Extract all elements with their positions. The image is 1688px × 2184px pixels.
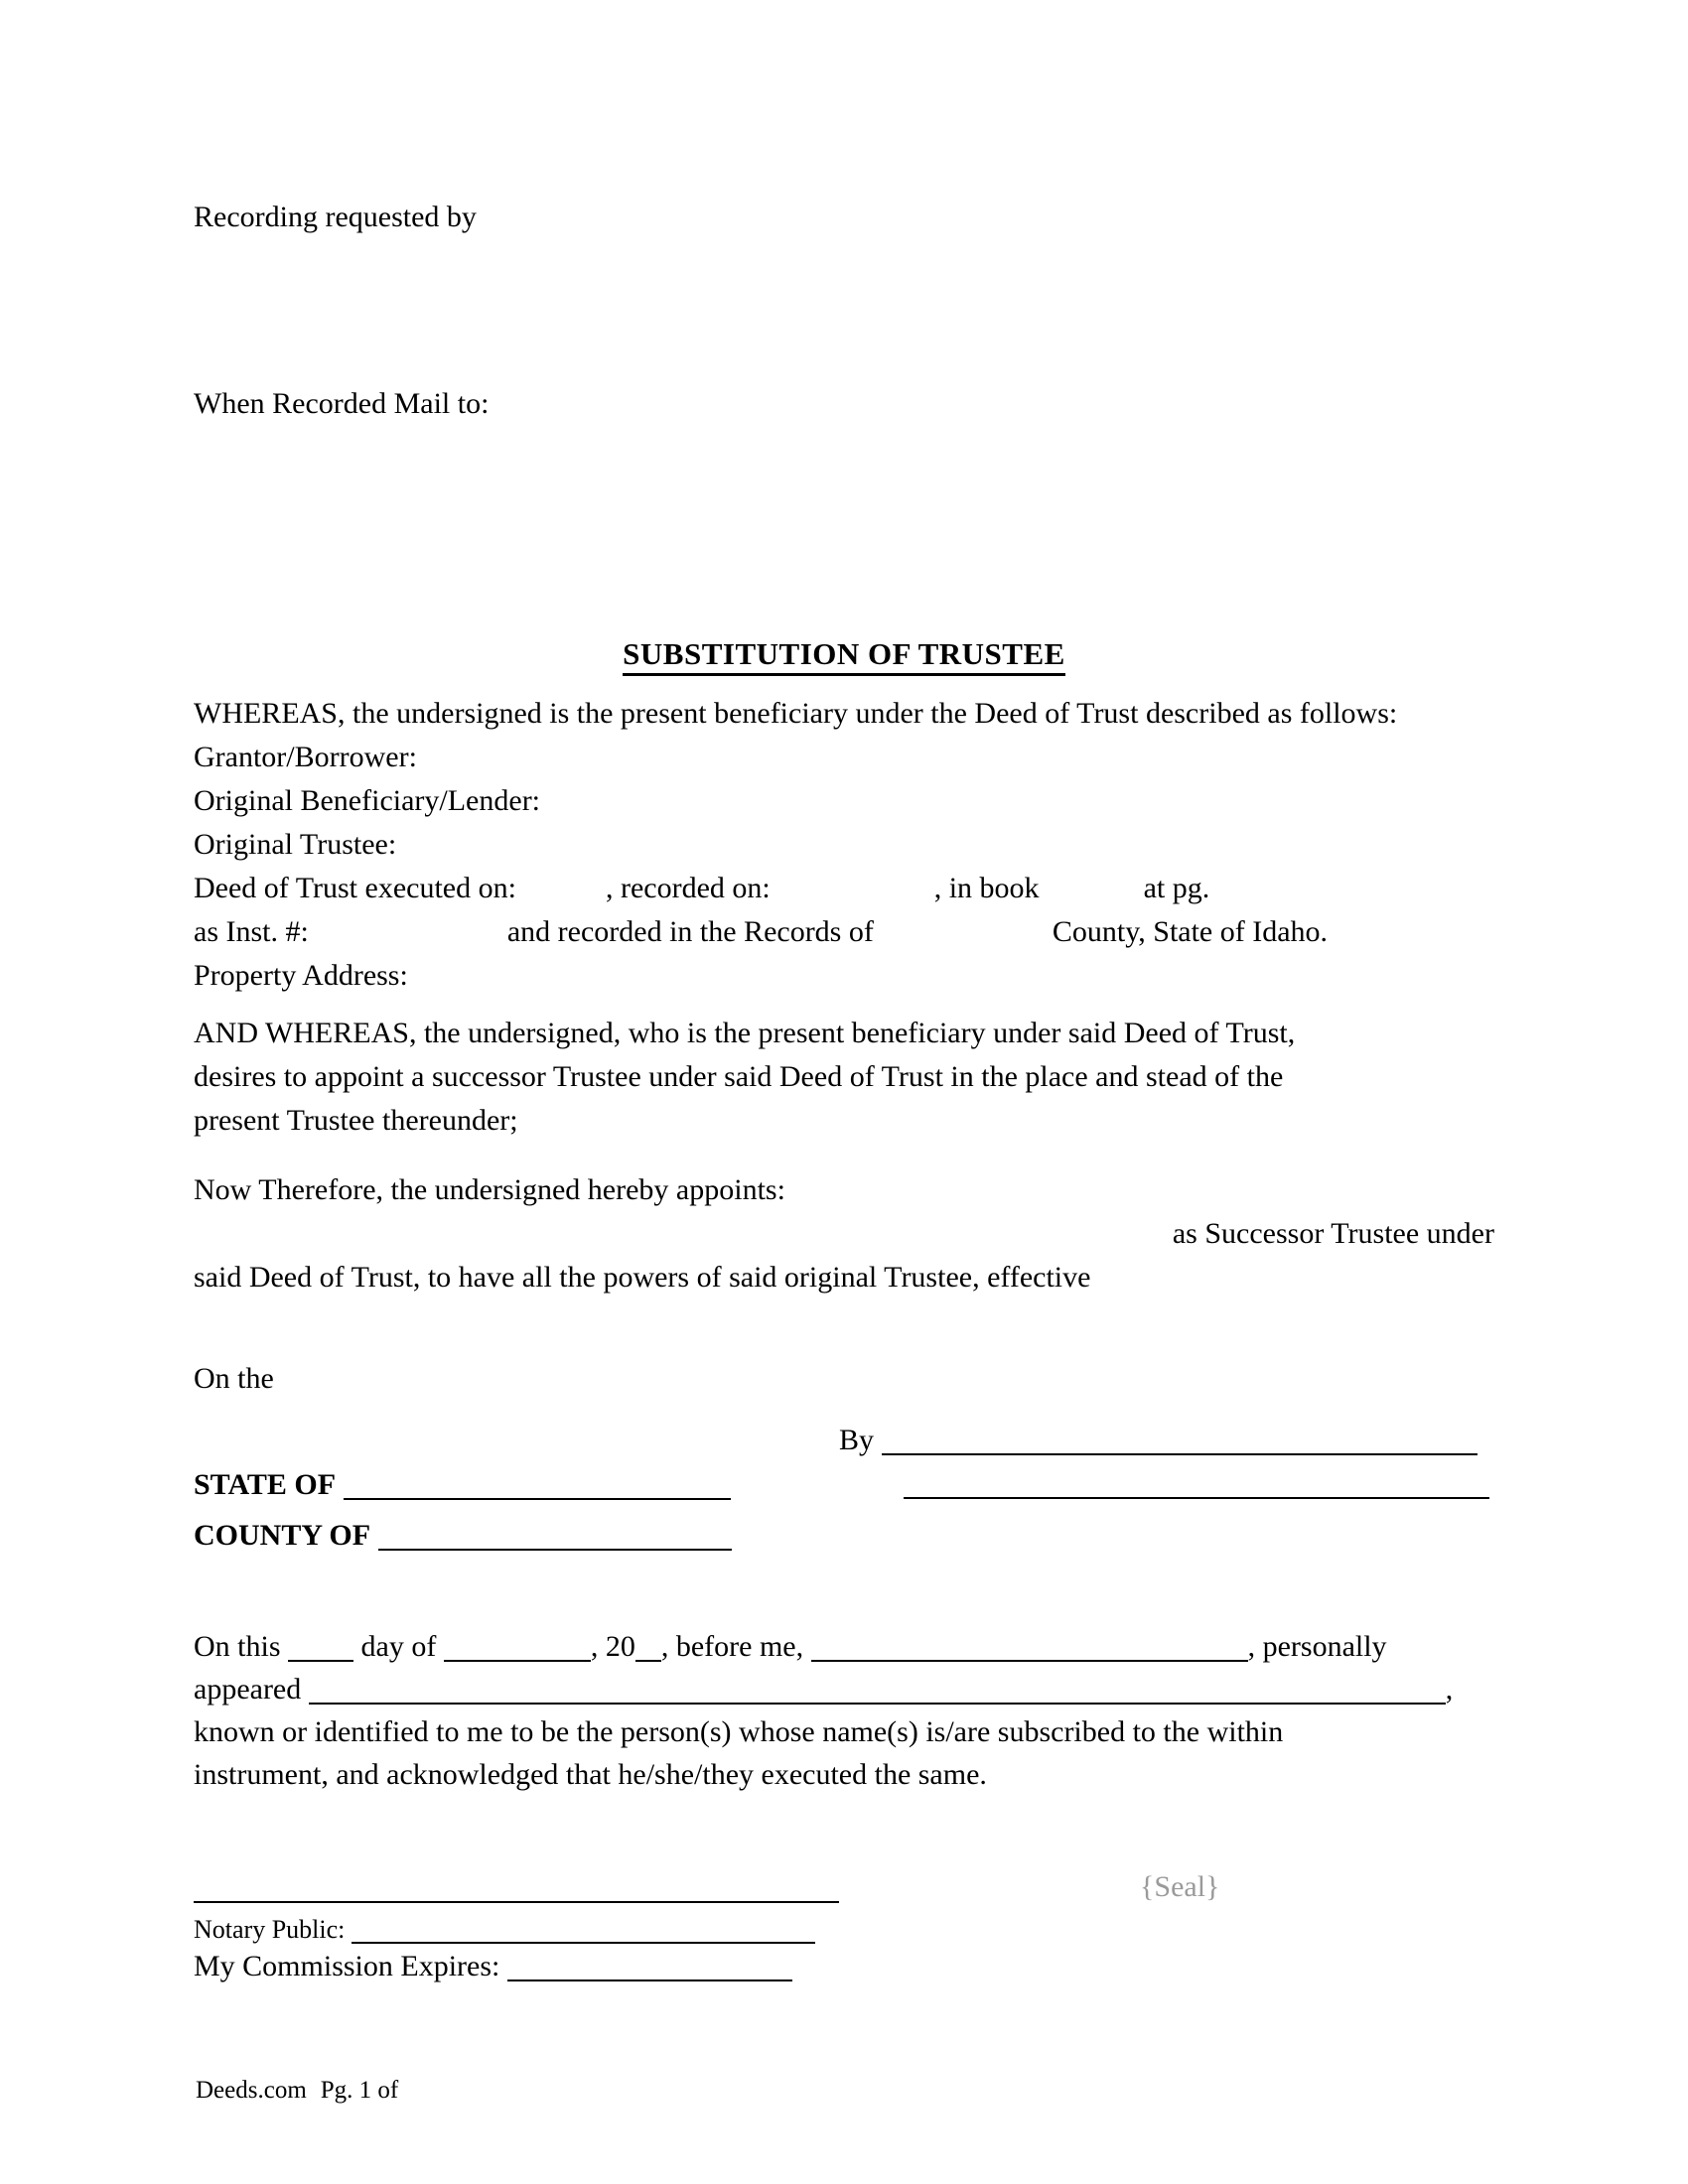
county-of-label: COUNTY OF: [194, 1519, 371, 1552]
notary-signature-line: [194, 1901, 839, 1903]
at-pg-label: at pg.: [1143, 872, 1210, 904]
commission-row: [194, 1948, 792, 1985]
acknowledgment-row-3: known or identified to me to be the person(s) whose name(s) is/are subscribed to the within: [194, 1715, 1284, 1748]
month-blank-line: [444, 1659, 591, 1662]
grantor-borrower-label: Grantor/Borrower:: [194, 741, 417, 773]
notary-public-label: Notary Public:: [194, 1915, 346, 1944]
notary-public-blank-line: [352, 1941, 815, 1944]
day-blank-line: [288, 1659, 353, 1662]
recording-requested-by-label: Recording requested by: [194, 201, 477, 233]
now-therefore-line: Now Therefore, the undersigned hereby appoints:: [194, 1173, 785, 1206]
successor-trustee-line: as Successor Trustee under: [1172, 1217, 1494, 1250]
original-beneficiary-label: Original Beneficiary/Lender:: [194, 784, 541, 817]
in-book-label: , in book: [933, 872, 1040, 904]
notary-name-blank-line: [811, 1659, 1248, 1662]
state-of-row: [194, 1466, 731, 1504]
year-blank-line: [635, 1659, 661, 1662]
day-of-label: day of: [360, 1630, 437, 1663]
inst-number-label: as Inst. #:: [194, 915, 309, 948]
commission-expires-label: My Commission Expires:: [194, 1950, 500, 1982]
footer-site-name: Deeds.com: [196, 2077, 307, 2104]
state-of-label: STATE OF: [194, 1468, 337, 1501]
footer-row: [196, 2075, 398, 2106]
county-blank-line: [378, 1548, 732, 1551]
seal-placeholder: {Seal}: [1140, 1870, 1220, 1903]
acknowledgment-row-2: [194, 1671, 1453, 1708]
footer-page-label: Pg. 1 of: [320, 2077, 399, 2104]
acknowledgment-row-1: [194, 1628, 1387, 1666]
acknowledgment-row-4: instrument, and acknowledged that he/she/they executed the same.: [194, 1758, 987, 1791]
second-signature-line: [904, 1497, 1489, 1499]
appeared-name-blank-line: [309, 1702, 1446, 1705]
appeared-trailing-comma: ,: [1445, 1673, 1454, 1706]
and-whereas-line1: AND WHEREAS, the undersigned, who is the present beneficiary under said Deed of Trust,: [194, 1017, 1296, 1049]
personally-label: , personally: [1247, 1630, 1387, 1663]
notary-public-row: [194, 1914, 815, 1947]
recorded-on-label: , recorded on:: [605, 872, 771, 904]
when-recorded-mail-to-label: When Recorded Mail to:: [194, 387, 490, 420]
by-label: By: [839, 1424, 875, 1456]
county-of-row: [194, 1517, 732, 1555]
property-address-label: Property Address:: [194, 959, 408, 992]
title-row: [0, 635, 1688, 674]
year-prefix-label: , 20: [590, 1630, 635, 1663]
deed-executed-on-label: Deed of Trust executed on:: [194, 872, 516, 904]
county-state-label: County, State of Idaho.: [1052, 915, 1329, 948]
effective-on-the-label: On the: [194, 1362, 274, 1395]
on-this-label: On this: [194, 1630, 281, 1663]
instrument-row: [194, 913, 1328, 951]
appeared-label: appeared: [194, 1673, 302, 1706]
original-trustee-label: Original Trustee:: [194, 828, 397, 861]
commission-blank-line: [507, 1979, 792, 1981]
by-signature-line: [882, 1452, 1477, 1455]
deed-executed-row: [194, 870, 1209, 907]
records-of-label: and recorded in the Records of: [506, 915, 874, 948]
document-title: SUBSTITUTION OF TRUSTEE: [623, 636, 1065, 676]
and-whereas-line3: present Trustee thereunder;: [194, 1104, 518, 1137]
whereas-intro: WHEREAS, the undersigned is the present beneficiary under the Deed of Trust described as follows:: [194, 697, 1398, 730]
by-signature-row: [839, 1422, 1477, 1459]
powers-line: said Deed of Trust, to have all the powers of said original Trustee, effective: [194, 1261, 1091, 1294]
before-me-label: , before me,: [660, 1630, 804, 1663]
and-whereas-line2: desires to appoint a successor Trustee under said Deed of Trust in the place and stead of the: [194, 1060, 1284, 1093]
state-blank-line: [344, 1497, 731, 1500]
